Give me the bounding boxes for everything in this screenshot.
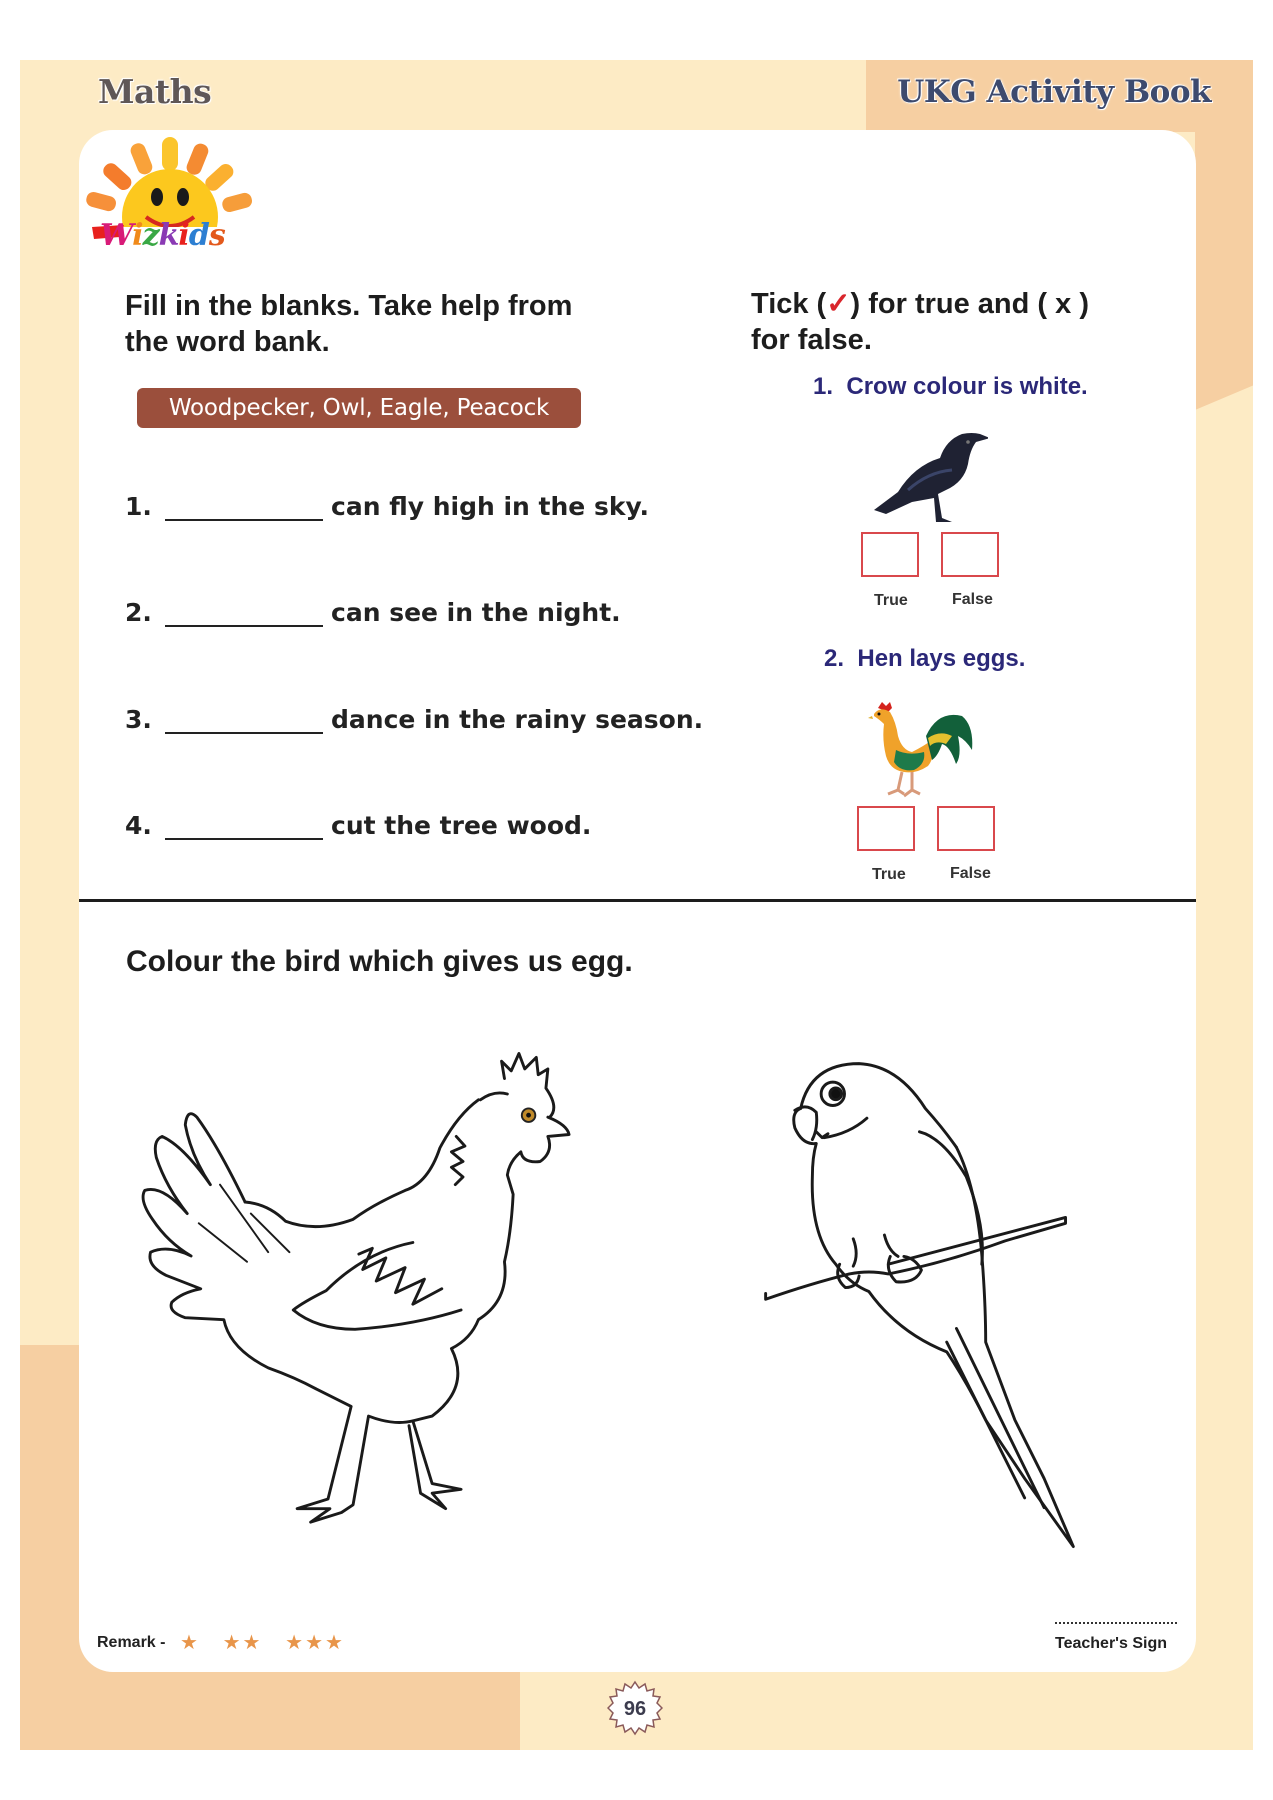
tick-icon: ✓ <box>826 288 851 320</box>
item-number: 3. <box>125 705 152 734</box>
instruction-line-1: Fill in the blanks. Take help from <box>125 290 573 322</box>
item-number: 2. <box>125 598 152 627</box>
false-label: False <box>952 591 993 608</box>
item-number: 4. <box>125 811 152 840</box>
rating-stars <box>180 1630 345 1655</box>
instruction-line-2: for false. <box>751 324 872 356</box>
answer-blank[interactable] <box>165 605 323 627</box>
item-text: can fly high in the sky. <box>331 492 649 521</box>
book-title: UKG Activity Book <box>897 74 1211 110</box>
tf-1-true-checkbox[interactable] <box>861 532 919 577</box>
item-number: 1. <box>125 492 152 521</box>
question-text: Crow colour is white. <box>846 373 1088 400</box>
crow-image <box>868 420 988 528</box>
question-number: 1. <box>813 373 834 400</box>
true-label: True <box>872 866 906 883</box>
tf-1-false-checkbox[interactable] <box>941 532 999 577</box>
section-divider <box>79 899 1196 902</box>
answer-blank[interactable] <box>165 499 323 521</box>
remark-label: Remark - <box>97 1634 166 1651</box>
answer-blank[interactable] <box>165 818 323 840</box>
teacher-sign-label: Teacher's Sign <box>1055 1635 1167 1652</box>
fill-blank-item-3 <box>125 705 703 734</box>
page-number: 96 <box>623 1698 647 1720</box>
tf-question-2 <box>824 645 1025 673</box>
colouring-instruction: Colour the bird which gives us egg. <box>126 945 633 978</box>
instruction-line-2: the word bank. <box>125 326 330 358</box>
left-accent-band <box>20 1345 80 1750</box>
star-rating-3[interactable]: ★★★ <box>285 1632 345 1654</box>
true-false-instruction <box>751 286 1089 358</box>
fill-blanks-instruction <box>125 288 572 360</box>
instruction-part: ) for true and ( x ) <box>850 288 1089 320</box>
fill-blank-item-1 <box>125 492 649 521</box>
hen-outline[interactable] <box>120 1040 590 1580</box>
star-rating-1[interactable]: ★ <box>180 1632 200 1654</box>
answer-blank[interactable] <box>165 712 323 734</box>
tf-2-true-checkbox[interactable] <box>857 806 915 851</box>
instruction-part: Tick ( <box>751 288 827 320</box>
word-bank: Woodpecker, Owl, Eagle, Peacock <box>137 388 581 428</box>
rooster-image <box>866 700 978 800</box>
star-rating-2[interactable]: ★★ <box>222 1632 263 1654</box>
page-number-badge <box>607 1680 663 1736</box>
question-number: 2. <box>824 645 845 672</box>
item-text: dance in the rainy season. <box>331 705 704 734</box>
false-label: False <box>950 865 991 882</box>
wizkids-logo-text: Wizkids <box>100 218 225 253</box>
right-accent-band <box>1195 60 1253 410</box>
signature-line[interactable] <box>1055 1622 1177 1624</box>
question-text: Hen lays eggs. <box>857 645 1026 672</box>
item-text: can see in the night. <box>331 598 621 627</box>
true-label: True <box>874 592 908 609</box>
parrot-outline[interactable] <box>752 1050 1122 1605</box>
tf-2-false-checkbox[interactable] <box>937 806 995 851</box>
fill-blank-item-4 <box>125 811 591 840</box>
item-text: cut the tree wood. <box>331 811 592 840</box>
fill-blank-item-2 <box>125 598 621 627</box>
subject-title: Maths <box>98 72 212 111</box>
tf-question-1 <box>813 373 1088 401</box>
